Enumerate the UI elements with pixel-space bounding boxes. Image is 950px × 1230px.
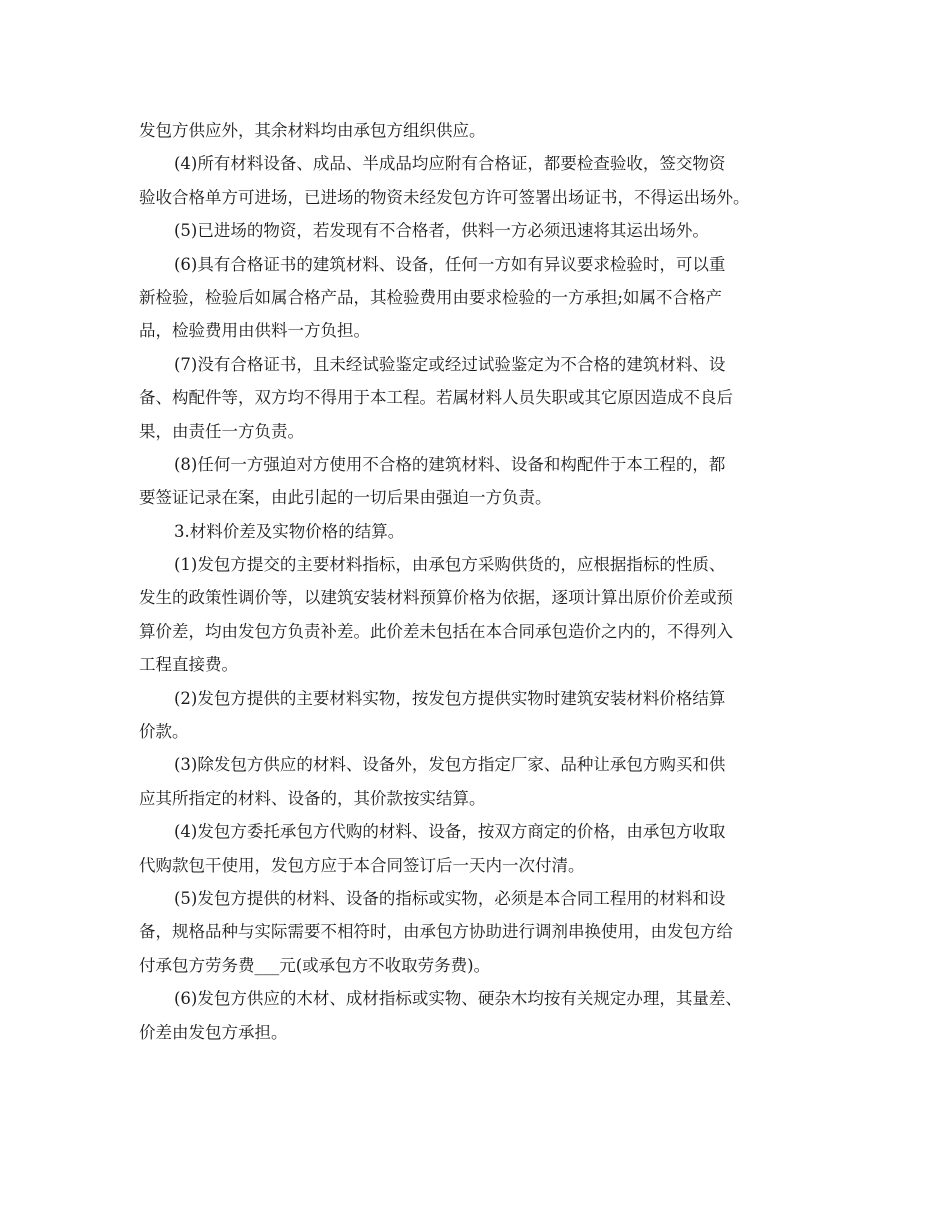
paragraph-start-line: (5)发包方提供的材料、设备的指标或实物，必须是本合同工程用的材料和设 — [174, 888, 726, 908]
document-body — [139, 114, 815, 1049]
paragraph-start-line: (4)所有材料设备、成品、半成品均应附有合格证，都要检查验收，签交物资 — [174, 154, 726, 174]
paragraph-start-line: (1)发包方提交的主要材料指标，由承包方采购供货的，应根据指标的性质、 — [174, 555, 726, 575]
text-line: 价差由发包方承担。 — [139, 1022, 288, 1042]
paragraph-start-line: (2)发包方提供的主要材料实物，按发包方提供实物时建筑安装材料价格结算 — [174, 688, 726, 708]
text-line: 果，由责任一方负责。 — [139, 421, 304, 441]
text-line: 付承包方劳务费___元(或承包方不收取劳务费)。 — [139, 955, 491, 975]
text-line: 价款。 — [139, 722, 189, 742]
paragraph-start-line: (6)发包方供应的木材、成材指标或实物、硬杂木均按有关规定办理，其量差、 — [174, 989, 742, 1009]
text-line: 备，规格品种与实际需要不相符时，由承包方协助进行调剂串换使用，由发包方给 — [139, 922, 733, 942]
text-line: 品，检验费用由供料一方负担。 — [139, 321, 370, 341]
text-line: 代购款包干使用，发包方应于本合同签订后一天内一次付清。 — [139, 855, 585, 875]
paragraph-start-line: (3)除发包方供应的材料、设备外，发包方指定厂家、品种让承包方购买和供 — [174, 755, 726, 775]
text-line: 发生的政策性调价等，以建筑安装材料预算价格为依据，逐项计算出原价价差或预 — [139, 588, 733, 608]
text-line: 工程直接费。 — [139, 655, 238, 675]
paragraph-start-line: (8)任何一方强迫对方使用不合格的建筑材料、设备和构配件于本工程的，都 — [174, 454, 726, 474]
paragraph-start-line: (7)没有合格证书，且未经试验鉴定或经过试验鉴定为不合格的建筑材料、设 — [174, 354, 726, 374]
text-line: 备、构配件等，双方均不得用于本工程。若属材料人员失职或其它原因造成不良后 — [139, 388, 733, 408]
text-line: 发包方供应外，其余材料均由承包方组织供应。 — [139, 121, 486, 140]
text-line: 算价差，均由发包方负责补差。此价差未包括在本合同承包造价之内的，不得列入 — [139, 621, 733, 641]
paragraph-start-line: (6)具有合格证书的建筑材料、设备，任何一方如有异议要求检验时，可以重 — [174, 254, 726, 274]
text-line: 应其所指定的材料、设备的，其价款按实结算。 — [139, 788, 486, 808]
paragraph-start-line: (5)已进场的物资，若发现有不合格者，供料一方必须迅速将其运出场外。 — [174, 221, 709, 241]
text-line: 新检验，检验后如属合格产品，其检验费用由要求检验的一方承担;如属不合格产 — [139, 287, 723, 307]
section-heading: 3.材料价差及实物价格的结算。 — [174, 521, 405, 541]
text-line: 验收合格单方可进场，已进场的物资未经发包方许可签署出场证书，不得运出场外。 — [139, 187, 750, 207]
text-line: 要签证记录在案，由此引起的一切后果由强迫一方负责。 — [139, 488, 552, 508]
paragraph-start-line: (4)发包方委托承包方代购的材料、设备，按双方商定的价格，由承包方收取 — [174, 822, 726, 842]
